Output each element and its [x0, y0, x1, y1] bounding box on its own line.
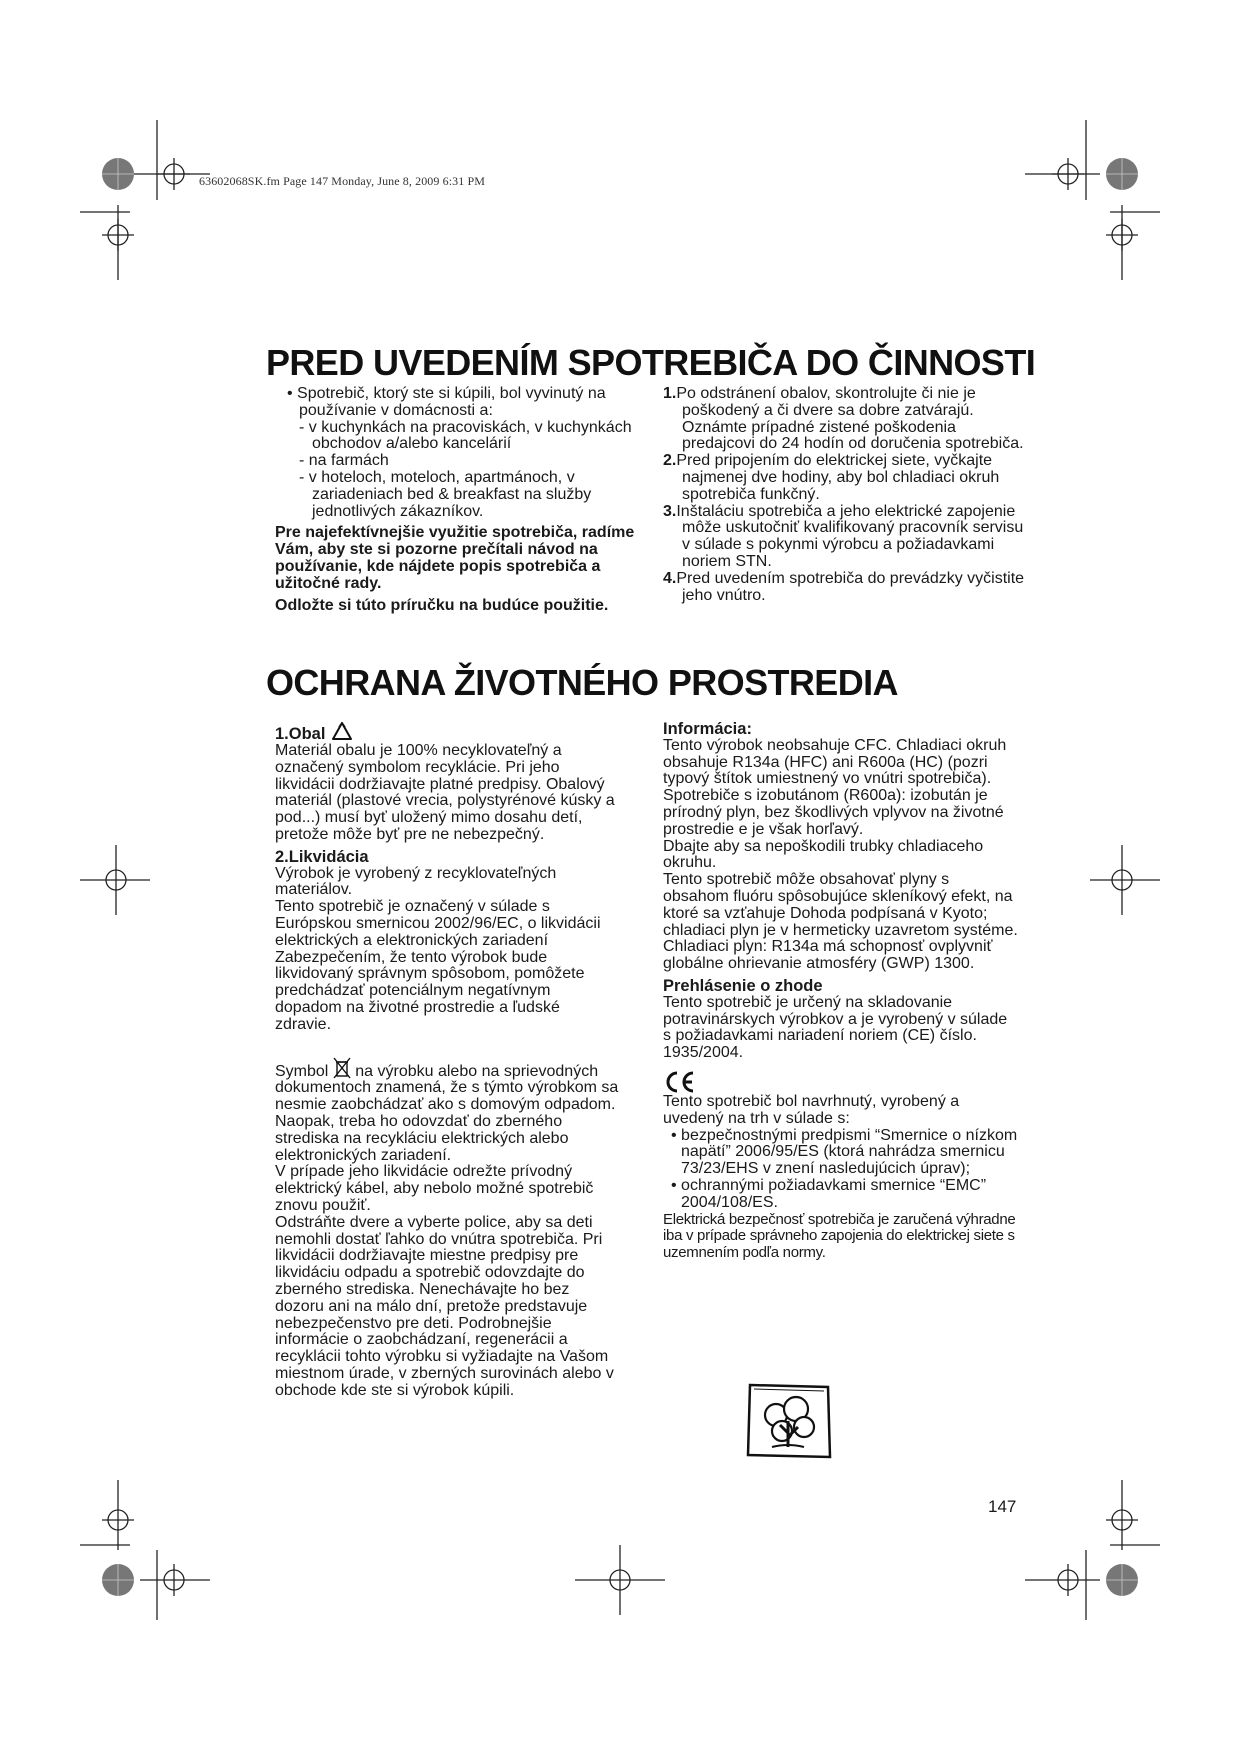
- environment-left-column: [275, 721, 620, 1399]
- step-item: 1.Po odstránení obalov, skontrolujte či nie je poškodený a či dvere sa dobre zatvárajú. Oznámte prípadné zistené poškodenia predajcovi do 24 hodín od doručenia spotrebiča.: [663, 385, 1024, 453]
- disposal-paragraph: Naopak, treba ho odovzdať do zberného strediska na recykláciu elektrických alebo elektronických zariadení.: [275, 1112, 569, 1164]
- disposal-paragraph: Výrobok je vyrobený z recyklovateľných materiálov.: [275, 864, 557, 899]
- disposal-paragraph: Tento spotrebič je označený v súlade s Európskou smernicou 2002/96/EC, o likvidácii elektrických a elektronických zariadení Zabezpečením, že tento výrobok bude likvidovaný správnym spôsobom, pomôžete predchádzať potenciálnym negatívnym dopadom na životné prostredie a ľudské zdravie.: [275, 898, 601, 1033]
- before-use-left-column: [275, 386, 645, 614]
- tree-eco-icon: [744, 1381, 834, 1461]
- symbol-paragraph: Symbol na výrobku alebo na sprievodných dokumentoch znamená, že s týmto výrobkom sa nesmie zaobchádzať ako s domovým odpadom.: [275, 1056, 620, 1114]
- section-title-environment: OCHRANA ŽIVOTNÉHO PROSTREDIA: [266, 662, 898, 703]
- keep-manual-paragraph: Odložte si túto príručku na budúce použitie.: [275, 596, 609, 614]
- step-item: 3.Inštaláciu spotrebiča a jeho elektrické zapojenie môže uskutočniť kvalifikovaný pracovník servisu v súlade s pokynmi výrobcu a požiadavkami noriem STN.: [663, 502, 1024, 570]
- disposal-heading: 2.Likvidácia: [275, 847, 369, 866]
- packaging-heading: 1.Obal: [275, 721, 620, 743]
- file-slug: 63602068SK.fm Page 147 Monday, June 8, 2009 6:31 PM: [199, 174, 485, 188]
- before-use-steps: [663, 386, 1033, 604]
- declaration-bullet: • ochrannými požiadavkami smernice “EMC” 2004/108/ES.: [671, 1176, 987, 1211]
- information-paragraph: Tento výrobok neobsahuje CFC. Chladiaci okruh obsahuje R134a (HFC) ani R600a (HC) (pozri typový štítok umiestnený vo vnútri spotrebiča).: [663, 736, 1007, 788]
- step-item: 2.Pred pripojením do elektrickej siete, vyčkajte najmenej dve hodiny, aby bol chladiaci okruh spotrebiča funkčný.: [663, 452, 1000, 503]
- declaration-heading: Prehlásenie o zhode: [663, 976, 823, 995]
- information-paragraph: Dbajte aby sa nepoškodili trubky chladiaceho okruhu.: [663, 837, 984, 872]
- disposal-paragraph: V prípade jeho likvidácie odrežte prívodný elektrický kábel, aby nebolo možné spotrebič znovu použiť.: [275, 1163, 594, 1214]
- dash-item: - na farmách: [299, 452, 389, 470]
- advice-paragraph: Pre najefektívnejšie využitie spotrebiča, radíme Vám, aby ste si pozorne prečítali návod na používanie, kde nájdete popis spotrebiča a užitočné rady.: [275, 524, 635, 592]
- ce-mark-icon: [663, 1070, 697, 1094]
- information-paragraph: Chladiaci plyn: R134a má schopnosť ovplyvniť globálne ohrievanie atmosféry (GWP) 1300.: [663, 938, 993, 973]
- dash-item: - v kuchynkách na pracoviskách, v kuchynkách obchodov a/alebo kancelárií: [299, 418, 632, 453]
- information-paragraph: Spotrebiče s izobutánom (R600a): izobután je prírodný plyn, bez škodlivých vplyvov na životné prostredie e je však horľavý.: [663, 787, 1004, 838]
- crossed-bin-icon: [333, 1056, 351, 1080]
- information-paragraph: Tento spotrebič môže obsahovať plyny s obsahom fluóru spôsobujúce skleníkový efekt, na ktoré sa vzťahuje Dohoda podpísaná v Kyoto; chladiaci plyn je v hermeticky uzavretom systéme.: [663, 871, 1018, 939]
- intro-bullet: • Spotrebič, ktorý ste si kúpili, bol vyvinutý na používanie v domácnosti a:: [287, 385, 606, 419]
- page-number: 147: [988, 1497, 1017, 1516]
- step-item: 4.Pred uvedením spotrebiča do prevádzky vyčistite jeho vnútro.: [663, 569, 1025, 604]
- recycle-icon: [330, 721, 354, 743]
- packaging-text: Materiál obalu je 100% necyklovateľný a označený symbolom recyklácie. Pri jeho likvidácii dodržiavajte platné predpisy. Obalový materiál (plastové vrecia, polystyrénové kúsky a pod...) musí byť uložený mimo dosahu detí, pretože môže byť pre ne nebezpečný.: [275, 742, 615, 843]
- environment-right-column: [663, 721, 1018, 1261]
- disposal-paragraph: Odstráňte dvere a vyberte police, aby sa deti nemohli dostať ľahko do vnútra spotrebiča. Pri likvidácii dodržiavajte miestne predpisy pre likvidáciu odpadu a spotrebič odovzdajte do zberného strediska. Nenechávajte ho bez dozoru ani na málo dní, pretože predstavuje nebezpečenstvo pre deti. Podrobnejšie informácie o zaobchádzaní, regenerácii a recyklácii tohto výrobku si vyžiadajte na Vašom miestnom úrade, v zberných surovinách alebo v obchode kde ste si výrobok kúpili.: [275, 1213, 614, 1399]
- information-heading: Informácia:: [663, 720, 752, 738]
- declaration-paragraph: Tento spotrebič bol navrhnutý, vyrobený a uvedený na trh v súlade s:: [663, 1092, 960, 1127]
- section-title-before-use: PRED UVEDENÍM SPOTREBIČA DO ČINNOSTI: [266, 342, 1036, 383]
- dash-item: - v hoteloch, moteloch, apartmánoch, v zariadeniach bed & breakfast na služby jednotlivých zákazníkov.: [299, 468, 592, 520]
- safety-note: Elektrická bezpečnosť spotrebiča je zaručená výhradne iba v prípade správneho zapojenia do elektrickej siete s uzemnením podľa normy.: [663, 1210, 1016, 1261]
- declaration-bullet: • bezpečnostnými predpismi “Smernice o nízkom napätí” 2006/95/ES (ktorá nahrádza smernicu 73/23/EHS v znení nasledujúcich úprav);: [671, 1126, 1018, 1178]
- declaration-paragraph: Tento spotrebič je určený na skladovanie potravinárskych výrobkov a je vyrobený v súlade s požiadavkami nariadení noriem (CE) číslo. 1935/2004.: [663, 993, 1008, 1062]
